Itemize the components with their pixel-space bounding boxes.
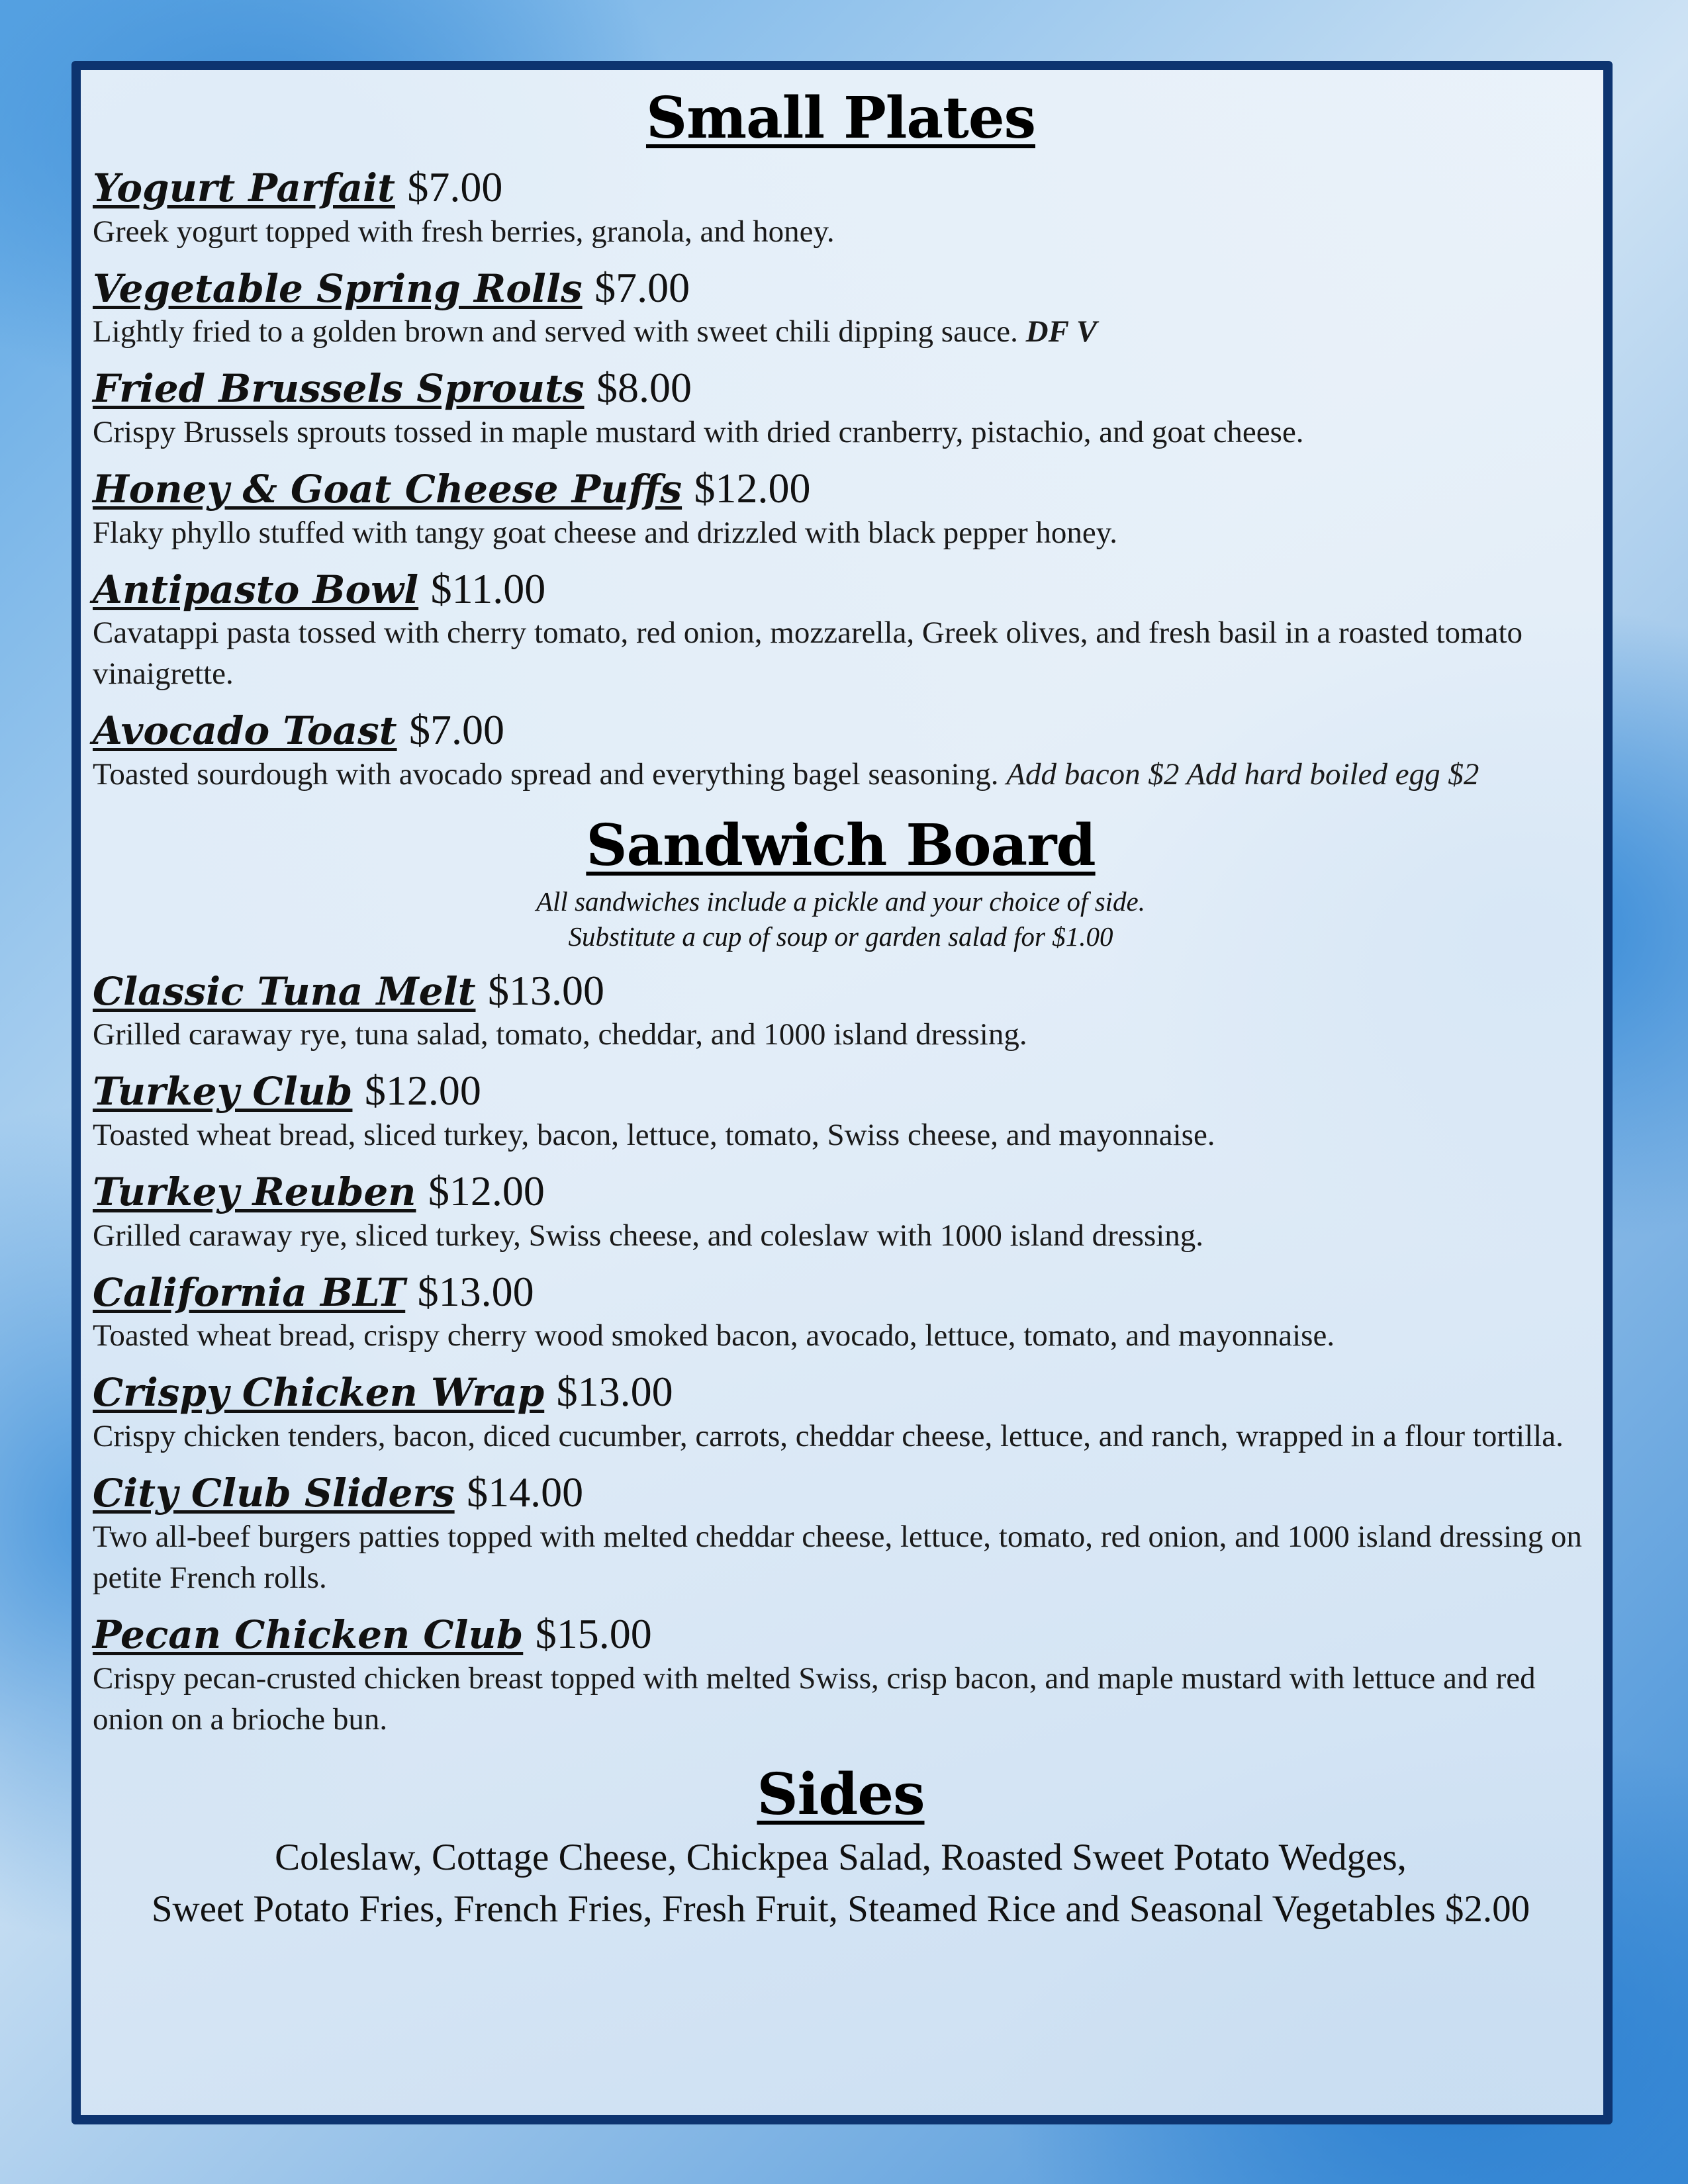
item-name: California BLT [93, 1269, 406, 1315]
menu-item [93, 1167, 1589, 1256]
item-description: Toasted sourdough with avocado spread and everything bagel seasoning. [93, 757, 999, 792]
item-name: Pecan Chicken Club [93, 1612, 524, 1657]
item-description: Grilled caraway rye, sliced turkey, Swiss cheese, and coleslaw with 1000 island dressing. [93, 1218, 1204, 1253]
item-name: Antipasto Bowl [93, 567, 419, 612]
dietary-tag: DF V [1025, 314, 1098, 349]
item-price: $7.00 [407, 163, 503, 210]
sides-list [93, 1832, 1589, 1936]
item-description: Crispy chicken tenders, bacon, diced cucumber, carrots, cheddar cheese, lettuce, and ranch, wrapped in a flour tortilla. [93, 1419, 1564, 1454]
item-price: $11.00 [430, 565, 546, 612]
menu-item [93, 565, 1589, 695]
menu-item [93, 1067, 1589, 1156]
item-price: $15.00 [535, 1610, 652, 1657]
item-price: $12.00 [694, 465, 811, 512]
sides-title: Sides [757, 1760, 925, 1828]
item-description: Flaky phyllo stuffed with tangy goat cheese and drizzled with black pepper honey. [93, 515, 1117, 550]
item-name: Vegetable Spring Rolls [93, 265, 583, 311]
item-name: Crispy Chicken Wrap [93, 1370, 545, 1416]
menu-item [93, 1610, 1589, 1740]
menu-content [93, 86, 1589, 1936]
item-name: City Club Sliders [93, 1471, 455, 1516]
menu-item [93, 967, 1589, 1056]
sides-line1: Coleslaw, Cottage Cheese, Chickpea Salad, Roasted Sweet Potato Wedges, [275, 1836, 1407, 1878]
small-plates-title: Small Plates [645, 85, 1036, 152]
menu-item [93, 264, 1589, 353]
item-price: $13.00 [417, 1267, 534, 1315]
menu-item [93, 163, 1589, 252]
item-description: Cavatappi pasta tossed with cherry tomato, red onion, mozzarella, Greek olives, and fresh basil in a roasted tomato vinaigrette. [93, 615, 1523, 692]
item-description: Lightly fried to a golden brown and served with sweet chili dipping sauce. [93, 314, 1018, 349]
item-description: Two all-beef burgers patties topped with melted cheddar cheese, lettuce, tomato, red onion, and 1000 island dressing on petite French rolls. [93, 1519, 1582, 1595]
item-name: Turkey Club [93, 1069, 353, 1115]
item-price: $12.00 [364, 1067, 481, 1115]
sandwich-board-title: Sandwich Board [586, 812, 1096, 880]
item-price: $8.00 [596, 364, 692, 412]
menu-item [93, 706, 1589, 795]
item-price: $12.00 [428, 1167, 545, 1215]
menu-item [93, 1268, 1589, 1357]
item-description: Grilled caraway rye, tuna salad, tomato, cheddar, and 1000 island dressing. [93, 1017, 1027, 1052]
item-price: $13.00 [487, 966, 604, 1014]
menu-item [93, 1469, 1589, 1598]
menu-item [93, 364, 1589, 453]
item-description: Crispy Brussels sprouts tossed in maple mustard with dried cranberry, pistachio, and goat cheese. [93, 414, 1304, 449]
menu-item [93, 1368, 1589, 1457]
item-description: Greek yogurt topped with fresh berries, granola, and honey. [93, 214, 835, 249]
item-name: Classic Tuna Melt [93, 968, 476, 1014]
item-price: $7.00 [594, 263, 690, 311]
item-addons: Add bacon $2 Add hard boiled egg $2 [1006, 757, 1479, 792]
item-description: Toasted wheat bread, sliced turkey, bacon, lettuce, tomato, Swiss cheese, and mayonnaise. [93, 1118, 1215, 1152]
sandwich-note-line2: Substitute a cup of soup or garden salad for $1.00 [568, 921, 1113, 952]
item-price: $13.00 [556, 1368, 673, 1416]
sides-line2: Sweet Potato Fries, French Fries, Fresh Fruit, Steamed Rice and Seasonal Vegetables $2.00 [151, 1888, 1530, 1931]
item-description: Toasted wheat bread, crispy cherry wood smoked bacon, avocado, lettuce, tomato, and mayonnaise. [93, 1318, 1335, 1353]
item-description: Crispy pecan-crusted chicken breast topped with melted Swiss, crisp bacon, and maple mustard with lettuce and red onion on a brioche bun. [93, 1661, 1536, 1737]
item-name: Honey & Goat Cheese Puffs [93, 467, 682, 512]
item-name: Turkey Reuben [93, 1169, 416, 1215]
item-name: Avocado Toast [93, 708, 397, 754]
item-price: $14.00 [467, 1469, 584, 1516]
item-name: Fried Brussels Sprouts [93, 366, 585, 412]
menu-item [93, 465, 1589, 553]
sandwich-note-line1: All sandwiches include a pickle and your choice of side. [536, 886, 1145, 917]
item-price: $7.00 [409, 706, 505, 754]
item-name: Yogurt Parfait [93, 165, 395, 210]
